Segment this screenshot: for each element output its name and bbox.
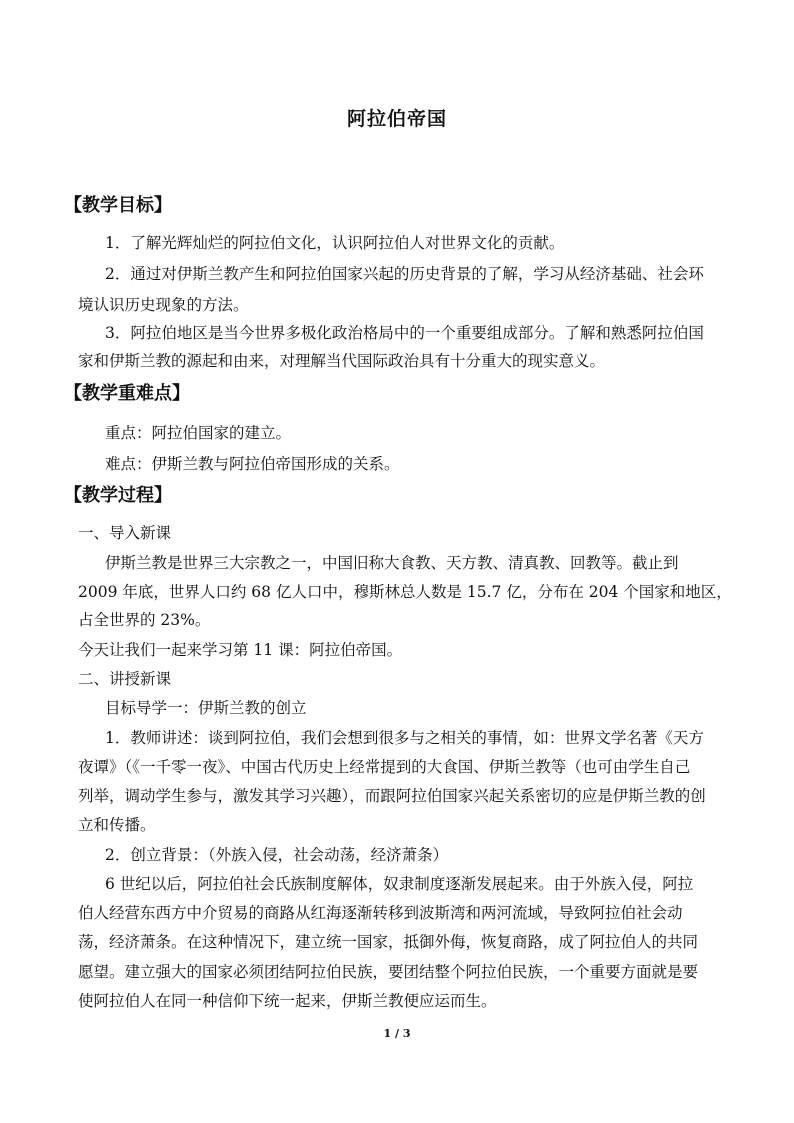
process-line: 使阿拉伯人在同一种信仰下统一起来，伊斯兰教便应运而生。 <box>78 992 497 1010</box>
process-line: 二、讲授新课 <box>78 670 172 688</box>
process-line: 6 世纪以后，阿拉伯社会氏族制度解体，奴隶制度逐渐发展起来。由于外族入侵，阿拉 <box>105 875 694 893</box>
objective-line: 2．通过对伊斯兰教产生和阿拉伯国家兴起的历史背景的了解，学习从经济基础、社会环 <box>105 265 704 283</box>
process-line: 今天让我们一起来学习第 11 课：阿拉伯帝国。 <box>78 641 403 659</box>
process-line: 荡，经济萧条。在这种情况下，建立统一国家，抵御外侮，恢复商路，成了阿拉伯人的共同 <box>78 933 699 951</box>
section-heading-process: 【教学过程】 <box>64 485 172 506</box>
process-line: 目标导学一：伊斯兰教的创立 <box>105 699 307 717</box>
page-indicator: 1 / 3 <box>383 1027 411 1040</box>
process-line: 立和传播。 <box>78 816 156 834</box>
process-line: 愿望。建立强大的国家必须团结阿拉伯民族，要团结整个阿拉伯民族，一个重要方面就是要 <box>78 963 699 981</box>
process-line: 伊斯兰教是世界三大宗教之一，中国旧称大食教、天方教、清真教、回教等。截止到 <box>105 554 679 572</box>
process-line: 一、导入新课 <box>78 524 172 542</box>
process-line: 2．创立背景：（外族入侵，社会动荡，经济萧条） <box>105 846 449 864</box>
process-line: 占全世界的 23%。 <box>78 611 211 629</box>
process-line: 1．教师讲述：谈到阿拉伯，我们会想到很多与之相关的事情，如：世界文学名著《天方 <box>105 729 704 747</box>
process-line: 2009 年底，世界人口约 68 亿人口中，穆斯林总人数是 15.7 亿，分布在 204 个国家和地区， <box>78 583 732 601</box>
section-heading-objectives: 【教学目标】 <box>64 195 172 216</box>
page-title: 阿拉伯帝国 <box>346 108 447 130</box>
process-line: 夜谭》（《一千零一夜》、中国古代历史上经常提到的大食国、伊斯兰教等（也可由学生自己 <box>78 758 691 776</box>
objective-line: 3．阿拉伯地区是当今世界多极化政治格局中的一个重要组成部分。了解和熟悉阿拉伯国 <box>105 324 704 342</box>
process-line: 伯人经营东西方中介贸易的商路从红海逐渐转移到波斯湾和两河流域，导致阿拉伯社会动 <box>78 904 683 922</box>
objective-line: 境认识历史现象的方法。 <box>78 296 249 314</box>
key-point-line: 难点：伊斯兰教与阿拉伯帝国形成的关系。 <box>105 455 400 473</box>
process-line: 列举，调动学生参与，激发其学习兴趣），而跟阿拉伯国家兴起关系密切的应是伊斯兰教的创 <box>78 787 706 805</box>
section-heading-key-points: 【教学重难点】 <box>64 383 190 404</box>
key-point-line: 重点：阿拉伯国家的建立。 <box>105 424 292 442</box>
objective-line: 1．了解光辉灿烂的阿拉伯文化，认识阿拉伯人对世界文化的贡献。 <box>105 234 565 252</box>
objective-line: 家和伊斯兰教的源起和由来，对理解当代国际政治具有十分重大的现实意义。 <box>78 352 606 370</box>
